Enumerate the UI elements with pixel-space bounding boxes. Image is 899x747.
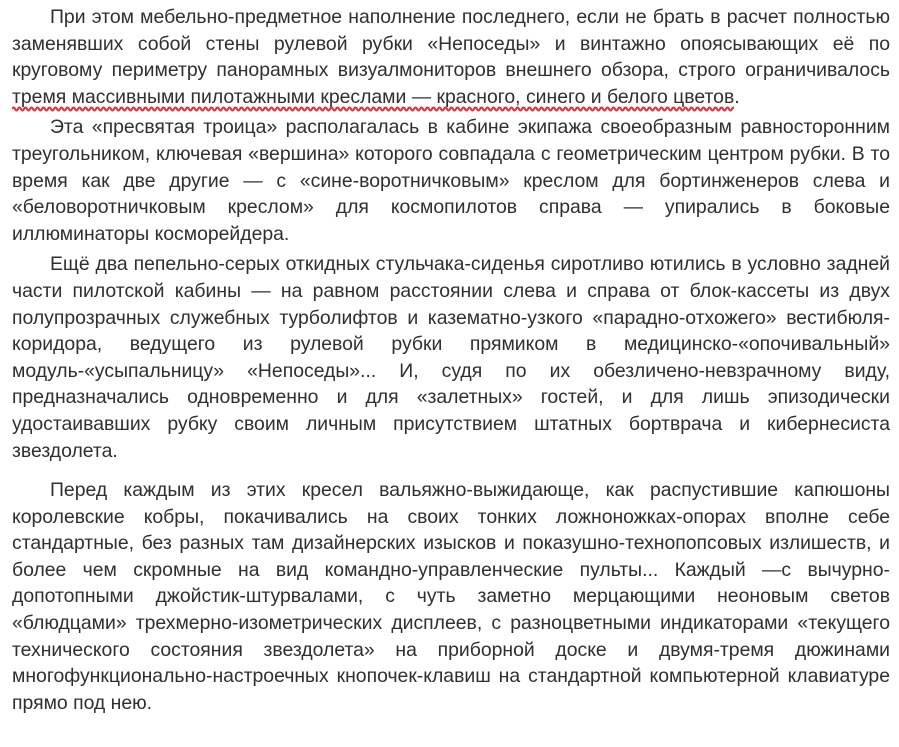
highlighted-phrase: тремя массивными пилотажными креслами — красного, синего и белого цветов xyxy=(12,85,735,108)
paragraph-2: Эта «пресвятая троица» располагалась в кабине экипажа своеобразным равносторонним треугольником, ключевая «вершина» которого совпадала с геометрическим центром рубки. В то время как две другие — с «сине-воротничковым» креслом для бортинженеров слева и «беловоротничковым креслом» для космопилотов справа — упирались в боковые иллюминаторы косморейдера. xyxy=(12,116,890,245)
paragraph-1-text-after: . xyxy=(734,85,740,108)
paragraph-4: Перед каждым из этих кресел вальяжно-выжидающе, как распустившие капюшоны королевские кобры, покачивались на своих тонких ложноножках-опорах вполне себе стандартные, без разных там дизайнерских изысков и показушно-технопопсовых излишеств, и более чем скромные на вид командно-управленческие пульты... Каждый —с вычурно-допотопными джойстик-штурвалами, с чуть заметно мерцающими неоновым светов «блюдцами» трехмерно-изометрических дисплеев, с разноцветными индикаторами «текущего технического состояния звездолета» на приборной доске и двумя-тремя дюжинами многофункционально-настроечных кнопочек-клавиш на стандартной компьютерной клавиатуре прямо под нею. xyxy=(12,479,890,714)
paragraph-3: Ещё два пепельно-серых откидных стульчака-сиденья сиротливо ютились в условно задней части пилотской кабины — на равном расстоянии слева и справа от блок-кассеты из двух полупрозрачных служебных турболифтов и казематно-узкого «парадно-отхожего» вестибюля-коридора, ведущего из рулевой рубки прямиком в медицинско-«опочивальный» модуль-«усыпальницу» «Непоседы»... И, судя по их обезличено-невзрачному виду, предназначались одновременно и для «залетных» гостей, и для лишь эпизодически удостаивавших рубку своим личным присутствием штатных бортврача и кибернесиста звездолета. xyxy=(12,253,890,462)
document-body xyxy=(12,4,890,716)
paragraph-1 xyxy=(12,4,890,110)
paragraph-1-text-before: При этом мебельно-предметное наполнение последнего, если не брать в расчет полностью заменявших собой стены рулевой рубки «Непоседы» и винтажно опоясывающих её по круговому периметру панорамных визуалмониторов внешнего обзора, строго ограничивалось xyxy=(12,6,890,82)
